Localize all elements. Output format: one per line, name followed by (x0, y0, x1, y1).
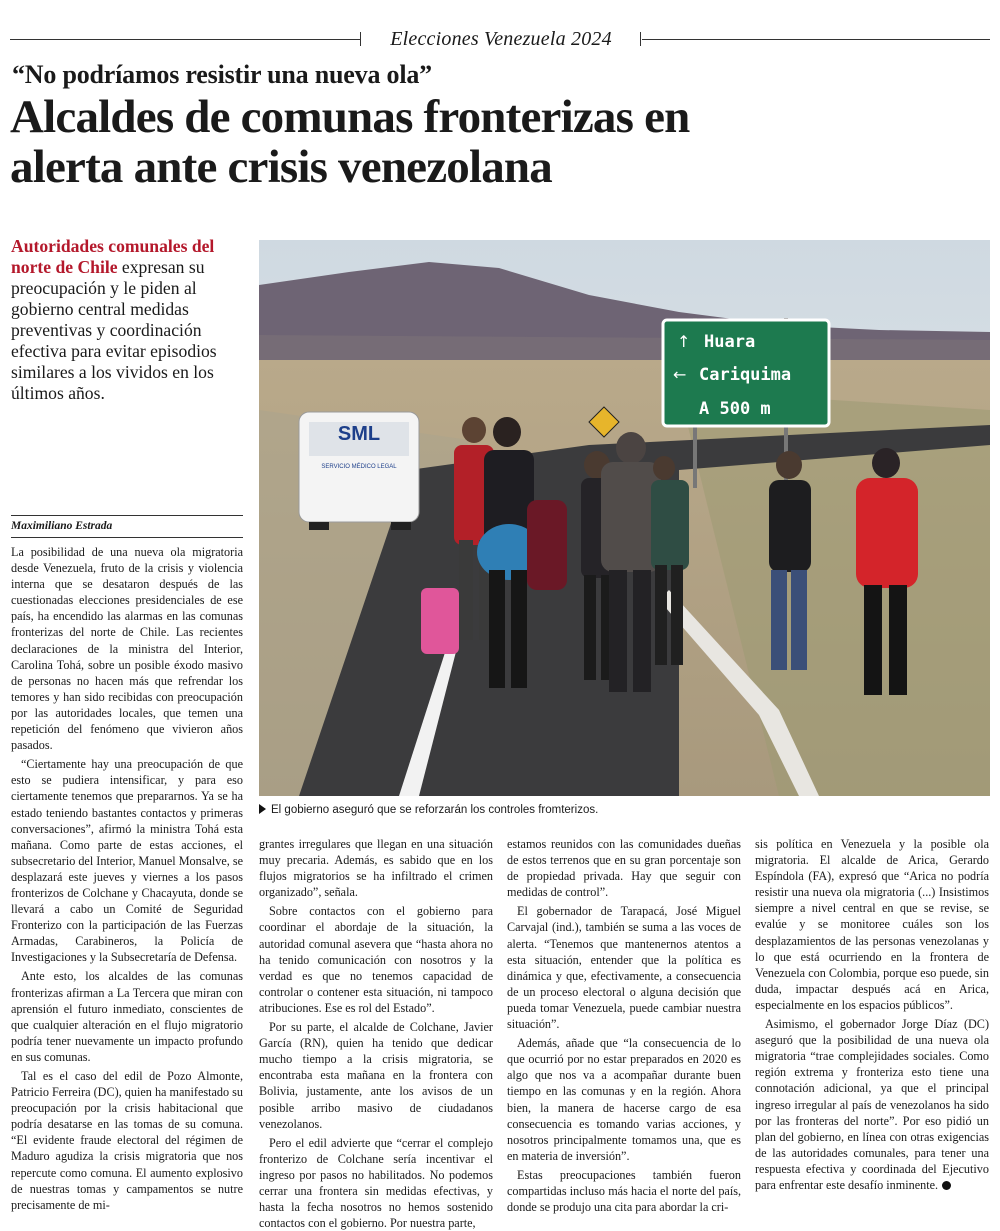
section-rule-tick (640, 32, 641, 46)
byline-rule-top (11, 515, 243, 516)
lede-text: expresan su preocupación y le piden al gobierno central medidas preventivas y coordinación efectiva para evitar episodios similares a los vividos en los últimos años. (11, 257, 217, 403)
section-rule-right (642, 39, 990, 40)
svg-text:SERVICIO MÉDICO LEGAL: SERVICIO MÉDICO LEGAL (321, 464, 397, 470)
body-column-2 (259, 836, 493, 1231)
headline: Alcaldes de comunas fronterizas en alerta ante crisis venezolana (10, 91, 690, 193)
paragraph (755, 1016, 989, 1193)
paragraph: Estas preocupaciones también fueron compartidas incluso más hacia el norte del país, donde se produjo una cita para abordar la cri- (507, 1167, 741, 1215)
kicker: “No podríamos resistir una nueva ola” (12, 60, 432, 89)
byline: Maximiliano Estrada (11, 520, 113, 532)
body-column-1 (11, 544, 244, 1212)
svg-text:←: ← (673, 365, 687, 384)
svg-text:A 500 m: A 500 m (699, 399, 771, 419)
caption-arrow-icon (259, 804, 266, 814)
paragraph: El gobernador de Tarapacá, José Miguel Carvajal (ind.), también se suma a las voces de alerta. “Tenemos que mantenernos atentos a esta situación, entender que la política es dinámica y que, efectivamente, a consecuencia de un proceso electoral o alguna decisión que pueda tomar Venezuela, puede cambiar nuestra situación”. (507, 904, 741, 1032)
svg-text:Huara: Huara (704, 332, 756, 352)
svg-text:↑: ↑ (677, 332, 691, 351)
section-rule-tick (360, 32, 361, 46)
svg-text:SML: SML (337, 423, 381, 445)
paragraph: sis política en Venezuela y la posible ola migratoria. El alcalde de Arica, Gerardo Espíndola (FA), expresó que “Arica no podría resistir una nueva ola migratoria (...) Insistimos siempre a nivel central en que se revise, se evalúe y se monitoree cuáles son los desplazamientos de las personas venezolanas y lo que está ocurriendo en la frontera de Venezuela con Colombia, porque eso puede, sin duda, impactar después acá en Arica, especialmente en los espacios públicos”. (755, 837, 989, 1012)
paragraph: grantes irregulares que llegan en una situación muy precaria. Además, es sabido que en los flujos migratorios se ha infiltrado el crimen organizado”, señala. (259, 837, 493, 900)
paragraph: Tal es el caso del edil de Pozo Almonte, Patricio Ferreira (DC), quien ha manifestado su preocupación por la crisis habitacional que podría desatarse en las tomas de su comuna. “El evidente fraude electoral del régimen de Maduro agudiza la crisis migratoria que nos repercute como comuna. El aumento explosivo de nuestras tomas y campamentos se nutre precisamente de mi- (11, 1069, 243, 1212)
photo-caption (259, 804, 990, 816)
paragraph: “Ciertamente hay una preocupación de que esto se pudiera intensificar, y para eso ciertamente tenemos que prepararnos. Ya se ha estado teniendo bastantes contactos y primeras conversaciones”, afirmó la ministra Tohá esta mañana. Como parte de estas acciones, el subsecretario del Interior, Manuel Monsalve, se desplazará este jueves y viernes a los pasos fronterizos de Colchane y Chacayuta, donde se llevará a cabo un Comité de Seguridad Fronterizo con la participación de las Fuerzas Armadas, Carabineros, la Policía de Investigaciones y la Subsecretaría de Defensa. (11, 757, 244, 965)
body-column-4 (755, 836, 989, 1209)
lede-highlight: Autoridades comunales del norte de Chile (11, 236, 215, 277)
paragraph: Por su parte, el alcalde de Colchane, Javier García (RN), quien ha tenido que dedicar mucho tiempo a la crisis migratoria, se encontraba esta mañana en la frontera con Bolivia, justamente, ante los avisos de un posible arribo masivo de ciudadanos venezolanos. (259, 1020, 493, 1131)
paragraph: La posibilidad de una nueva ola migratoria desde Venezuela, fruto de la crisis y violencia interna que se desataron después de las cuestionadas elecciones presidenciales de ese país, ha encendido las alarmas en las comunas fronterizas del norte de Chile. Las recientes declaraciones de la ministra del Interior, Carolina Tohá, sobre un posible éxodo masivo de personas no hacen más que refrendar los temores y han sido recibidas con preocupación por las autoridades locales, que temen una repetición del fenómeno que vivieron años pasados. (11, 545, 243, 753)
section-rule-left (10, 39, 360, 40)
paragraph: Ante esto, los alcaldes de las comunas fronterizas afirman a La Tercera que miran con aprensión el futuro inmediato, conscientes de que cualquier alteración en el flujo migratorio podría tener nuevamente un impacto profundo en sus comunas. (11, 969, 243, 1064)
paragraph: Pero el edil advierte que “cerrar el complejo fronterizo de Colchane sería incentivar el ingreso por pasos no habilitados. No podemos cerrar una frontera sin medidas efectivas, y hasta la fecha nosotros no hemos sostenido contactos con el gobierno. Por nuestra parte, (259, 1135, 493, 1231)
paragraph: estamos reunidos con las comunidades dueñas de estos terrenos que en su gran porcentaje son de propiedad privada. Hay que seguir con medidas de control”. (507, 837, 741, 900)
article-photo (259, 240, 990, 796)
section-header (10, 28, 990, 52)
caption-text: El gobierno aseguró que se reforzarán los controles fromterizos. (271, 804, 599, 816)
paragraph: Además, añade que “la consecuencia de lo que ocurrió por no estar preparados en 2020 es algo que nos va a acompañar durante buen tiempo en las comunas y en la región. Ahora bien, la manera de hacerse cargo de esa consecuencia es tomando varias acciones, y nosotros principalmente tomamos una, que es en materia de inversión”. (507, 1036, 741, 1163)
paragraph: Sobre contactos con el gobierno para coordinar el abordaje de la situación, la autoridad comunal asevera que “hasta ahora no ha tenido comunicación con nosotros y la verdad es que no tenemos capacidad de controlar o contener esta situación, ni tampoco atribuciones. Ese es rol del Estado”. (259, 904, 493, 1015)
end-of-article-icon (942, 1181, 951, 1190)
ambulance-van (299, 412, 419, 530)
body-column-3 (507, 836, 741, 1215)
lede (11, 236, 243, 404)
photo-illustration (259, 240, 990, 796)
section-label: Elecciones Venezuela 2024 (390, 28, 612, 50)
paragraph-text: Asimismo, el gobernador Jorge Díaz (DC) aseguró que la posibilidad de una nueva ola migratoria “trae complejidades sociales. Como región extrema y fronteriza esto tiene una connotación adicional, ya que el principal ingreso irregular al país de venezolanos ha sido por las fronteras del norte”. Por eso pidió un plan del gobierno, en línea con otras exigencias de las autoridades comunales, para tener una respuesta efectiva y coordinada del Ejecutivo para enfrentar este desafío inminente. (755, 1017, 989, 1192)
byline-rule-bottom (11, 537, 243, 538)
svg-text:Cariquima: Cariquima (699, 365, 792, 385)
